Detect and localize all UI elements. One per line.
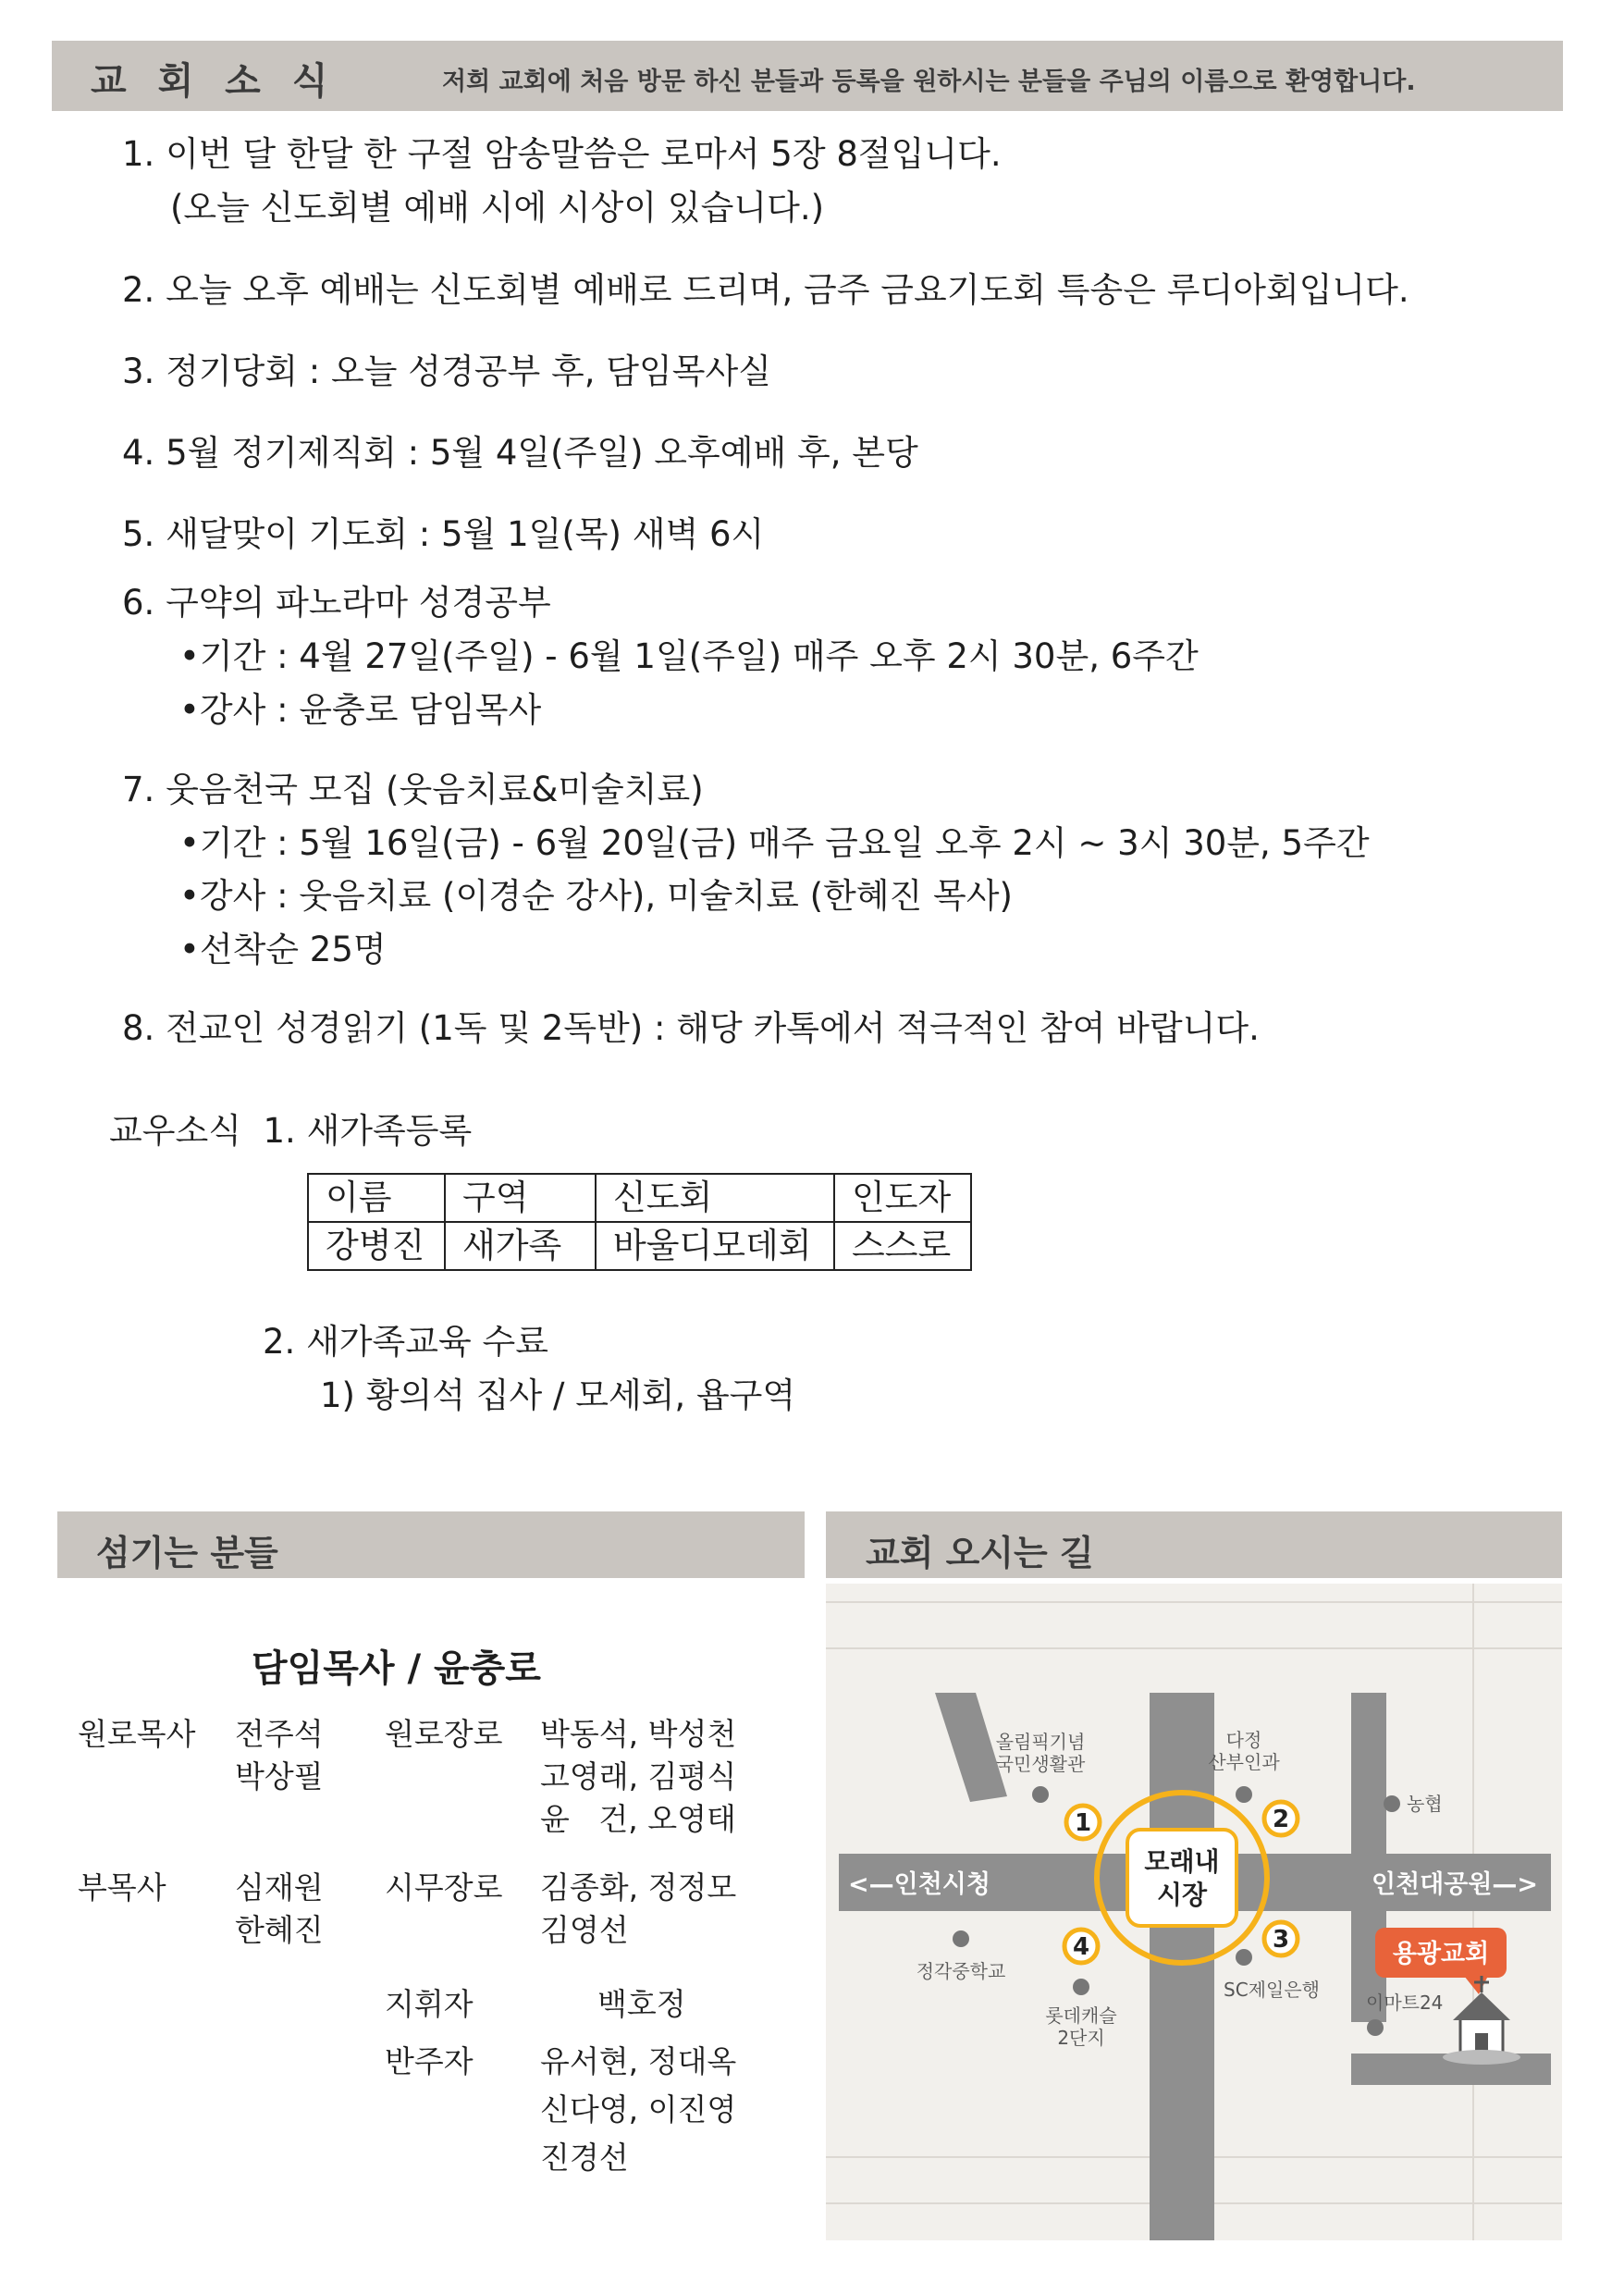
road-branch bbox=[1351, 1693, 1386, 1856]
place-olympic: 국민생활관 bbox=[995, 1753, 1086, 1775]
role-emeritus-elder: 원로장로 bbox=[385, 1716, 503, 1752]
name: 박동석, 박성천 bbox=[540, 1716, 737, 1752]
role-emeritus-pastor: 원로목사 bbox=[78, 1716, 196, 1752]
news-text: 이번 달 한달 한 구절 암송말씀은 로마서 5장 8절입니다. bbox=[166, 134, 1002, 174]
name: 윤 건, 오영태 bbox=[540, 1801, 736, 1837]
news-text: 새달맞이 기도회 : 5월 1일(목) 새벽 6시 bbox=[166, 514, 765, 554]
name: 한혜진 bbox=[235, 1912, 324, 1948]
table-header: 이름 bbox=[308, 1174, 445, 1222]
servers-title: 섬기는 분들 bbox=[96, 1533, 278, 1573]
left-road-label: <—인천시청 bbox=[848, 1870, 990, 1899]
name: 고영래, 김평식 bbox=[540, 1758, 737, 1794]
new-family-education: 2. 새가족교육 수료 bbox=[263, 1322, 549, 1362]
name: 김종화, 정정모 bbox=[540, 1869, 737, 1906]
place-dot-icon bbox=[1236, 1786, 1252, 1803]
table-cell: 바울디모데회 bbox=[596, 1222, 834, 1270]
education-completer: 1) 황의석 집사 / 모세회, 욥구역 bbox=[320, 1375, 796, 1415]
role-conductor: 지휘자 bbox=[385, 1986, 474, 2022]
role-pianist: 반주자 bbox=[385, 2043, 474, 2079]
news-number: 3. bbox=[122, 352, 155, 391]
table-header-row bbox=[308, 1174, 971, 1222]
place-jeonggak: 정각중학교 bbox=[916, 1960, 1006, 1982]
place-lotte: 롯데캐슬 bbox=[1045, 2004, 1117, 2027]
place-sc: SC제일은행 bbox=[1224, 1979, 1320, 2001]
welcome-message: 저희 교회에 처음 방문 하신 분들과 등록을 원하시는 분들을 주님의 이름으로 환영합니다. bbox=[442, 68, 1416, 96]
table-cell: 강병진 bbox=[308, 1222, 445, 1270]
church-name: 용광교회 bbox=[1392, 1940, 1490, 1968]
name: 백호정 bbox=[597, 1986, 686, 2022]
place-dot-icon bbox=[1073, 1979, 1089, 1995]
role-active-elder: 시무장로 bbox=[385, 1869, 503, 1906]
map-title: 교회 오시는 길 bbox=[866, 1533, 1094, 1573]
table-cell: 새가족 bbox=[445, 1222, 596, 1270]
news-sub: •기간 : 5월 16일(금) - 6월 20일(금) 매주 금요일 오후 2시 ~ 3시 30분, 5주간 bbox=[179, 823, 1370, 863]
news-item-4 bbox=[122, 426, 918, 480]
news-item-5 bbox=[122, 508, 764, 561]
name: 전주석 bbox=[235, 1716, 324, 1752]
place-dajeong: 산부인과 bbox=[1208, 1751, 1280, 1773]
news-item-7 bbox=[122, 763, 704, 817]
place-dot-icon bbox=[1032, 1786, 1049, 1803]
news-text: 오늘 오후 예배는 신도회별 예배로 드리며, 금주 금요기도회 특송은 루디아회입니다. bbox=[166, 270, 1409, 310]
news-number: 7. bbox=[122, 770, 155, 809]
table-header: 인도자 bbox=[834, 1174, 971, 1222]
senior-pastor: 담임목사 / 윤충로 bbox=[252, 1647, 541, 1690]
name: 진경선 bbox=[540, 2140, 629, 2176]
table-row bbox=[308, 1222, 971, 1270]
place-dot-icon bbox=[1236, 1949, 1252, 1966]
new-family-registration: 1. 새가족등록 bbox=[263, 1111, 473, 1151]
place-dajeong: 다정 bbox=[1225, 1729, 1262, 1751]
place-olympic: 올림픽기념 bbox=[995, 1731, 1086, 1753]
news-text: 웃음천국 모집 (웃음치료&미술치료) bbox=[166, 770, 704, 809]
news-item-3 bbox=[122, 345, 771, 399]
news-item-8 bbox=[122, 1002, 1260, 1055]
news-sub: (오늘 신도회별 예배 시에 시상이 있습니다.) bbox=[170, 188, 825, 228]
place-nonghyup: 농협 bbox=[1407, 1793, 1443, 1815]
news-item-2 bbox=[122, 264, 1409, 317]
exit-1-label: 1 bbox=[1074, 1809, 1092, 1837]
table-cell: 스스로 bbox=[834, 1222, 971, 1270]
market-box bbox=[1127, 1830, 1236, 1926]
news-text: 구약의 파노라마 성경공부 bbox=[166, 583, 551, 623]
place-dot-icon bbox=[953, 1930, 969, 1947]
news-text: 전교인 성경읽기 (1독 및 2독반) : 해당 카톡에서 적극적인 참여 바랍니다. bbox=[166, 1008, 1260, 1048]
road-vertical bbox=[1150, 1693, 1214, 2240]
church-icon bbox=[1443, 1976, 1520, 2065]
church-news-title: 교 회 소 식 bbox=[91, 60, 338, 103]
news-sub: •강사 : 윤충로 담임목사 bbox=[179, 690, 542, 730]
news-text: 정기당회 : 오늘 성경공부 후, 담임목사실 bbox=[166, 352, 771, 391]
role-associate-pastor: 부목사 bbox=[78, 1869, 166, 1906]
table-header: 신도회 bbox=[596, 1174, 834, 1222]
place-lotte: 2단지 bbox=[1057, 2027, 1105, 2049]
exit-2-label: 2 bbox=[1272, 1806, 1290, 1833]
callout-tail bbox=[1464, 1976, 1488, 1994]
news-number: 8. bbox=[122, 1008, 155, 1048]
place-emart: 이마트24 bbox=[1366, 1992, 1444, 2014]
market-label: 모래내 bbox=[1144, 1846, 1220, 1877]
name: 심재원 bbox=[235, 1869, 324, 1906]
news-sub: •기간 : 4월 27일(주일) - 6월 1일(주일) 매주 오후 2시 30분, 6주간 bbox=[179, 636, 1199, 676]
news-item-6 bbox=[122, 576, 551, 630]
place-dot-icon bbox=[1384, 1795, 1400, 1812]
member-news-label: 교우소식 1. 새가족등록 bbox=[109, 1111, 473, 1151]
news-item-1 bbox=[122, 128, 1002, 181]
news-sub: •강사 : 웃음치료 (이경순 강사), 미술치료 (한혜진 목사) bbox=[179, 876, 1013, 916]
name: 김영선 bbox=[540, 1912, 629, 1948]
new-family-table bbox=[307, 1173, 972, 1271]
news-text: 5월 정기제직회 : 5월 4일(주일) 오후예배 후, 본당 bbox=[166, 433, 918, 473]
place-dot-icon bbox=[1367, 2019, 1384, 2036]
market-label: 시장 bbox=[1156, 1880, 1208, 1910]
name: 박상필 bbox=[235, 1758, 324, 1794]
name: 신다영, 이진영 bbox=[540, 2091, 737, 2128]
right-road-label: 인천대공원—> bbox=[1372, 1870, 1539, 1899]
news-number: 4. bbox=[122, 433, 155, 473]
name: 유서현, 정대옥 bbox=[540, 2043, 737, 2079]
exit-3-label: 3 bbox=[1272, 1926, 1290, 1954]
table-header: 구역 bbox=[445, 1174, 596, 1222]
news-number: 6. bbox=[122, 583, 155, 623]
news-number: 1. bbox=[122, 134, 155, 174]
directions-map bbox=[826, 1584, 1562, 2240]
news-number: 5. bbox=[122, 514, 155, 554]
news-sub: •선착순 25명 bbox=[179, 930, 387, 969]
exit-4-label: 4 bbox=[1072, 1933, 1090, 1961]
news-number: 2. bbox=[122, 270, 155, 310]
